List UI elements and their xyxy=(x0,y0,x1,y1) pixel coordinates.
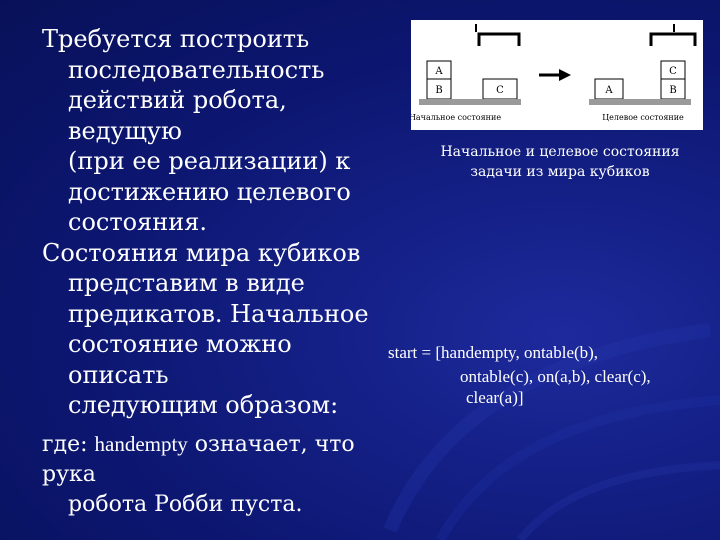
arrow-right-icon xyxy=(539,69,571,81)
goal-state-label: Целевое состояние xyxy=(602,113,684,122)
robot-arm-initial xyxy=(476,24,519,46)
figure-caption-line: Начальное и целевое состояния xyxy=(440,144,680,160)
goal-block-label: C xyxy=(669,66,677,77)
paragraph-task-line: последовательность xyxy=(68,55,325,84)
paragraph-states-line: представим в виде xyxy=(68,269,305,297)
initial-block-label: C xyxy=(496,85,504,96)
initial-table xyxy=(419,99,521,105)
paragraph-states-line: состояние можно описать xyxy=(68,330,292,389)
blocks-world-figure xyxy=(411,20,703,130)
goal-block-label: A xyxy=(605,85,613,96)
paragraph-task-line: состояния. xyxy=(68,208,207,236)
initial-block-label: B xyxy=(435,85,443,96)
paragraph-states-line: следующим образом: xyxy=(68,391,339,419)
paragraph-states-line: Состояния мира кубиков xyxy=(42,238,361,267)
blocks-world-diagram xyxy=(411,20,703,130)
where-prefix: где: xyxy=(42,431,95,457)
paragraph-where xyxy=(42,429,392,520)
paragraph-states-line: предикатов. Начальное xyxy=(68,299,369,328)
main-text xyxy=(42,24,392,520)
paragraph-task-line: действий робота, ведущую xyxy=(68,86,287,145)
figure-caption-line: задачи из мира кубиков xyxy=(470,164,650,180)
formula-line: ontable(c), on(a,b), clear(c), xyxy=(460,367,651,386)
formula-line: start = [handempty, ontable(b), xyxy=(388,343,599,362)
handempty-term: handempty xyxy=(94,431,188,456)
background-swirl-decoration xyxy=(380,290,720,540)
where-suffix: означает, что рука xyxy=(42,431,355,487)
robot-arm-goal xyxy=(651,24,695,46)
formula-line: clear(a)] xyxy=(466,388,524,407)
goal-table xyxy=(589,99,691,105)
initial-block-label: A xyxy=(435,66,443,77)
paragraph-task xyxy=(42,24,392,238)
paragraph-where-line xyxy=(42,429,392,490)
start-state-formula xyxy=(388,341,718,410)
goal-block-label: B xyxy=(669,85,677,96)
figure-caption xyxy=(420,142,700,182)
paragraph-states xyxy=(42,238,392,421)
initial-state-label: Начальное состояние xyxy=(411,113,502,122)
paragraph-task-line: Требуется построить xyxy=(42,25,310,53)
goal-state-blocks xyxy=(589,61,691,105)
paragraph-task-line: достижению целевого xyxy=(68,177,351,206)
initial-state-blocks xyxy=(419,61,521,105)
paragraph-task-line: (при ее реализации) к xyxy=(68,147,351,175)
paragraph-where-line: робота Робби пуста. xyxy=(68,491,303,517)
